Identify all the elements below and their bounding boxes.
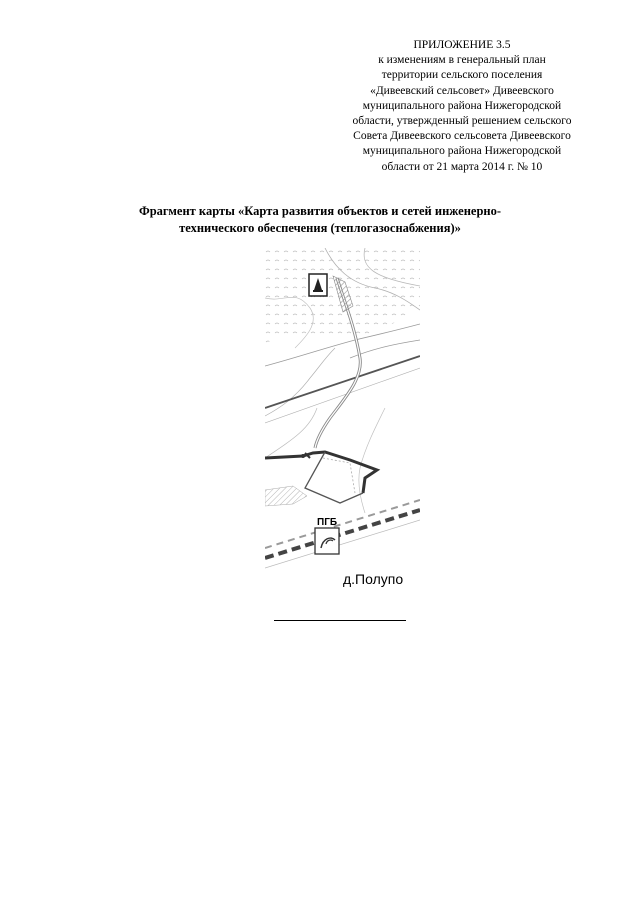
title-line: Фрагмент карты «Карта развития объектов и сетей инженерно-	[138, 204, 502, 218]
appendix-line: «Дивеевский сельсовет» Дивеевского	[370, 84, 554, 97]
settlement-label: д.Полупо	[343, 571, 404, 587]
appendix-line: муниципального района Нижегородской	[362, 145, 562, 158]
appendix-line: области, утвержденный решением сельского	[352, 115, 572, 128]
map-fragment-title	[96, 203, 544, 237]
appendix-line: муниципального района Нижегородской	[362, 99, 562, 112]
appendix-line: к изменениям в генеральный план	[378, 54, 546, 67]
title-line: технического обеспечения (теплогазоснабжения)»	[179, 221, 461, 235]
map-fragment	[265, 248, 420, 593]
gas-distribution-icon	[315, 528, 339, 554]
railway-line	[265, 510, 420, 558]
monument-icon	[309, 274, 327, 296]
appendix-header	[330, 38, 594, 175]
hatched-field	[265, 486, 307, 506]
appendix-line: Совета Дивеевского сельсовета Дивеевского	[353, 130, 571, 143]
appendix-line: области от 21 марта 2014 г. № 10	[381, 160, 543, 173]
appendix-line: ПРИЛОЖЕНИЕ 3.5	[413, 39, 511, 51]
separator-line	[274, 620, 406, 621]
appendix-line: территории сельского поселения	[381, 69, 543, 82]
gas-station-label: ПГБ	[317, 517, 338, 528]
